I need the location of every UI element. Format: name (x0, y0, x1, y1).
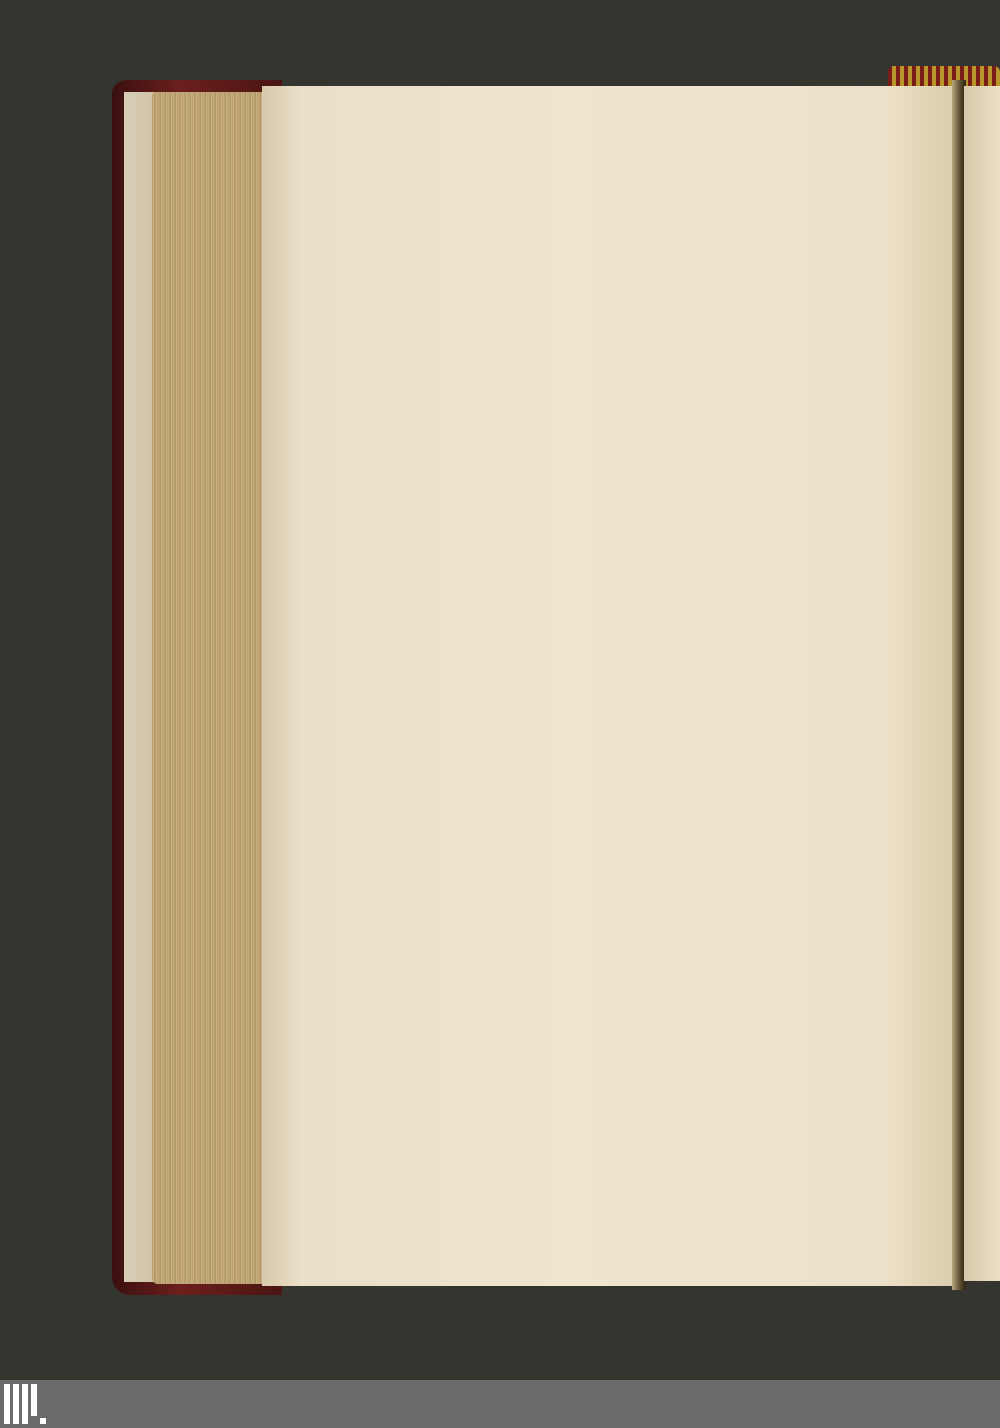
library-logo-icon (4, 1384, 46, 1424)
right-page-fragment (964, 86, 1000, 1281)
left-page (262, 86, 962, 1286)
book-headband (888, 66, 1000, 86)
page-edges (152, 92, 270, 1284)
footer-bar (0, 1380, 1000, 1428)
running-head (460, 170, 482, 196)
